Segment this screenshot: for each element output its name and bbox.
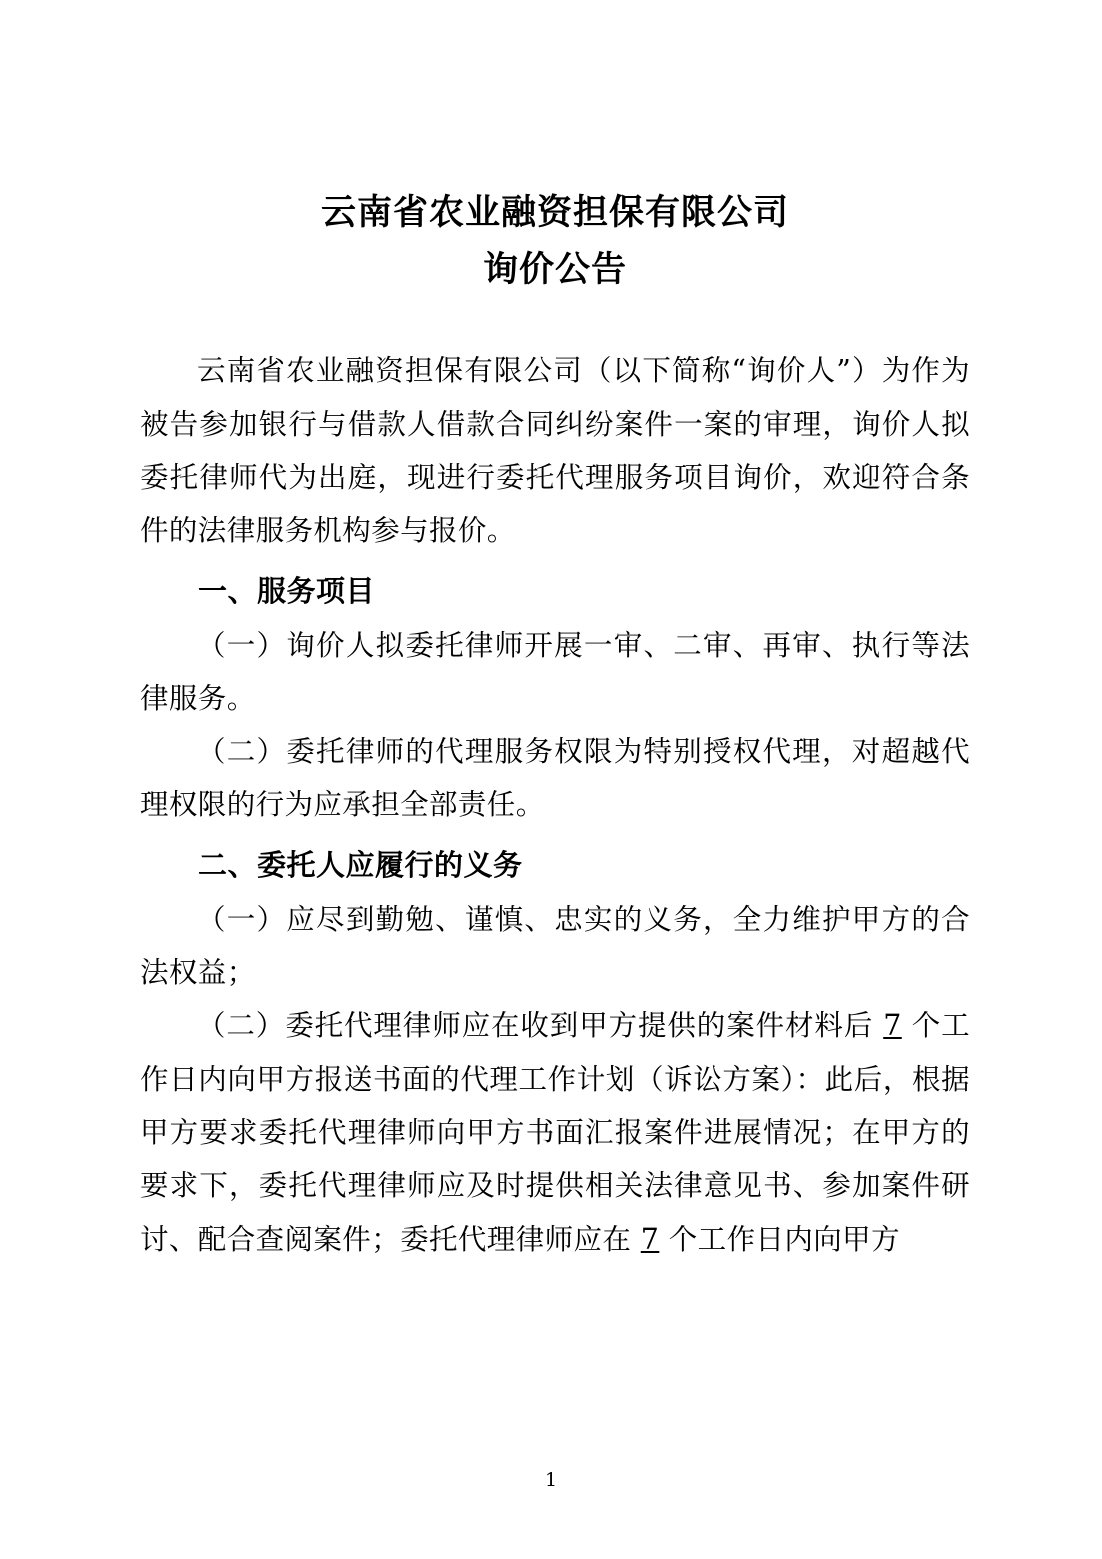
section-heading-1: 一、服务项目 (198, 573, 376, 608)
document-body (140, 344, 970, 1265)
section-heading-2: 二、委托人应履行的义务 (198, 847, 523, 882)
document-content (140, 185, 970, 1266)
intro-paragraph: 云南省农业融资担保有限公司（以下简称“询价人”）为作为被告参加银行与借款人借款合同纠纷案件一案的审理，询价人拟委托律师代为出庭，现进行委托代理服务项目询价，欢迎符合条件的法律服务机构参与报价。 (140, 354, 970, 548)
underlined-value-1: 7 (883, 1009, 902, 1043)
section-2-paragraph-1: （一）应尽到勤勉、谨慎、忠实的义务，全力维护甲方的合法权益； (140, 902, 970, 990)
underlined-value-2: 7 (640, 1222, 660, 1256)
section-2-paragraph-2 (140, 999, 970, 1265)
document-title-line1: 云南省农业融资担保有限公司 (320, 193, 789, 233)
paragraph-text-part-1: （二）委托代理律师应在收到甲方提供的案件材料后 (197, 1009, 884, 1043)
section-1-paragraph-1: （一）询价人拟委托律师开展一审、二审、再审、执行等法律服务。 (140, 628, 970, 715)
page-number: 1 (544, 1469, 558, 1491)
document-title-line2: 询价公告 (482, 249, 627, 290)
paragraph-text-part-3: 个工作日内向甲方 (659, 1222, 900, 1256)
paragraph-text-part-2: 个工作日内向甲方报送书面的代理工作计划（诉讼方案）：此后，根据甲方要求委托代理律师向甲方书面汇报案件进展情况；在甲方的要求下，委托代理律师应及时提供相关法律意见书、参加案件研讨、配合查阅案件；委托代理律师应在 (140, 1009, 970, 1256)
section-1-paragraph-2: （二）委托律师的代理服务权限为特别授权代理，对超越代理权限的行为应承担全部责任。 (140, 735, 970, 822)
document-title (140, 185, 970, 298)
